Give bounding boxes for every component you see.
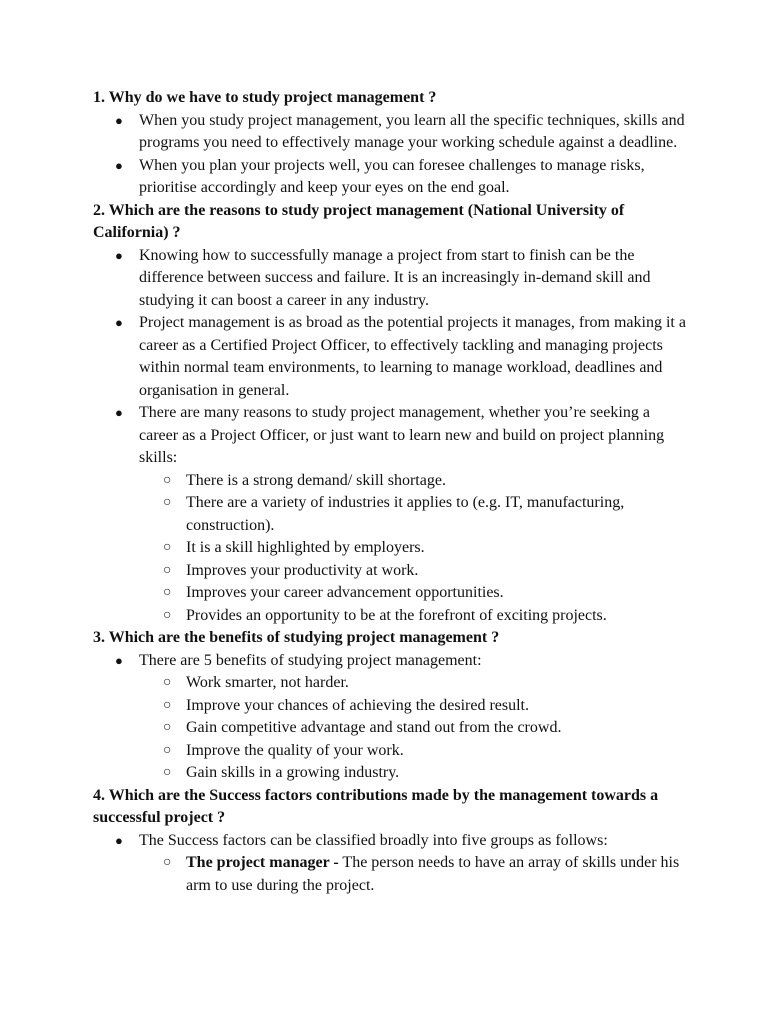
bullet-text: The Success factors can be classified broadly into five groups as follows: [139, 831, 608, 849]
sub-bullet-text: Improve the quality of your work. [186, 741, 404, 759]
sub-list-item [93, 717, 688, 740]
circle-bullet-icon: ○ [163, 855, 172, 870]
bullet-icon: ● [115, 652, 123, 668]
sub-bullet-text: Improve your chances of achieving the desired result. [186, 696, 529, 714]
sub-list-item [93, 740, 688, 763]
sub-bullet-text: Provides an opportunity to be at the forefront of exciting projects. [186, 606, 607, 624]
bullet-list [93, 830, 688, 853]
bullet-icon: ● [115, 315, 123, 330]
sub-list-item [93, 672, 688, 695]
sub-list-item [93, 762, 688, 785]
sub-list-item [93, 695, 688, 718]
question-heading: 1. Why do we have to study project management ? [93, 89, 437, 106]
bullet-list [93, 650, 688, 673]
bullet-icon: ● [115, 832, 123, 848]
circle-bullet-icon: ○ [163, 742, 172, 758]
bullet-list [93, 245, 688, 470]
sub-bullet-text [186, 852, 688, 897]
list-item [93, 650, 688, 673]
bold-label: The project manager - [186, 854, 339, 871]
sub-list-item [93, 537, 688, 560]
sub-bullet-list [93, 852, 688, 897]
sub-bullet-text: It is a skill highlighted by employers. [186, 539, 425, 556]
sub-bullet-text: Gain skills in a growing industry. [186, 764, 400, 781]
list-item [93, 155, 688, 200]
bullet-text: Knowing how to successfully manage a project from start to finish can be the difference between success and failure. It is an increasingly in-demand skill and studying it can boost a career in any industry. [139, 246, 651, 309]
bullet-icon: ● [115, 247, 123, 263]
list-item [93, 830, 688, 853]
sub-bullet-list [93, 470, 688, 628]
sub-list-item [93, 582, 688, 605]
bullet-text: When you study project management, you learn all the specific techniques, skills and programs you need to effectively manage your working schedule against a deadline. [139, 111, 685, 151]
list-item [93, 402, 688, 470]
sub-bullet-text: Work smarter, not harder. [186, 674, 349, 691]
bullet-icon: ● [115, 157, 123, 173]
circle-bullet-icon: ○ [163, 562, 172, 578]
bullet-icon: ● [115, 112, 123, 128]
bullet-list [93, 110, 688, 200]
question-heading: 4. Which are the Success factors contributions made by the management towards a successful project ? [93, 786, 659, 826]
circle-bullet-icon: ○ [163, 472, 172, 488]
circle-bullet-icon: ○ [163, 607, 172, 623]
sub-list-item [93, 470, 688, 493]
sub-bullet-text: Improves your productivity at work. [186, 561, 419, 579]
circle-bullet-icon: ○ [163, 765, 172, 780]
sub-list-item [93, 605, 688, 628]
sub-bullet-text: Gain competitive advantage and stand out from the crowd. [186, 719, 562, 736]
list-item [93, 312, 688, 402]
sub-list-item [93, 492, 688, 537]
sub-bullet-list [93, 672, 688, 785]
circle-bullet-icon: ○ [163, 720, 172, 735]
bullet-text: When you plan your projects well, you can foresee challenges to manage risks, prioritise accordingly and keep your eyes on the end goal. [139, 156, 645, 196]
circle-bullet-icon: ○ [163, 675, 172, 690]
circle-bullet-icon: ○ [163, 495, 172, 510]
circle-bullet-icon: ○ [163, 585, 172, 600]
question-heading: 3. Which are the benefits of studying project management ? [93, 629, 500, 646]
sub-bullet-text: Improves your career advancement opportunities. [186, 584, 504, 601]
circle-bullet-icon: ○ [163, 540, 172, 555]
sub-bullet-text: There are a variety of industries it applies to (e.g. IT, manufacturing, construction). [186, 494, 625, 534]
sub-bullet-body: The person needs to have an array of skills under his arm to use during the project. [186, 854, 680, 894]
sub-list-item [93, 852, 688, 897]
bullet-icon: ● [115, 405, 123, 420]
sub-list-item [93, 560, 688, 583]
question-heading: 2. Which are the reasons to study project management (National University of California) ? [93, 201, 625, 241]
sub-bullet-text: There is a strong demand/ skill shortage. [186, 471, 446, 489]
circle-bullet-icon: ○ [163, 697, 172, 713]
list-item [93, 110, 688, 155]
bullet-text: Project management is as broad as the potential projects it manages, from making it a career as a Certified Project Officer, to effectively tackling and managing projects within normal team environments, to learning to manage workload, deadlines and organisation in general. [139, 314, 686, 399]
bullet-text: There are 5 benefits of studying project management: [139, 651, 482, 669]
bullet-text: There are many reasons to study project management, whether you’re seeking a career as a Project Officer, or just want to learn new and build on project planning skills: [139, 404, 665, 466]
list-item [93, 245, 688, 313]
